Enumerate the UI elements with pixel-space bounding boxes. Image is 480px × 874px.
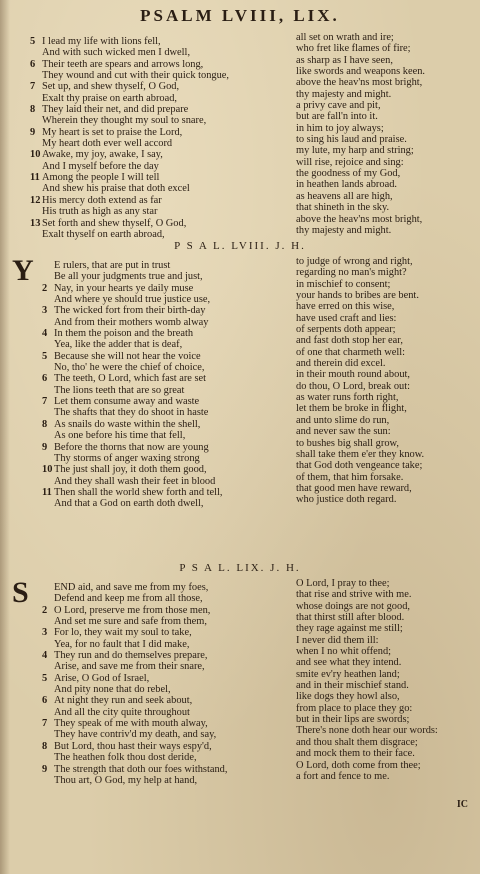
verse-continuation: shall take them e'er they know.	[296, 448, 425, 460]
verse-text: Exalt thyself on earth abroad,	[42, 228, 165, 240]
verse-text: My heart is set to praise the Lord,	[42, 126, 183, 138]
verse-line	[42, 283, 300, 294]
verse-line	[42, 271, 300, 282]
psalm58-right-column	[296, 256, 472, 506]
verse-number: 6	[42, 695, 48, 707]
verse-text: Their teeth are spears and arrows long,	[42, 58, 204, 70]
verse-text: The shafts that they do shoot in haste	[54, 407, 209, 419]
verse-continuation: above the heav'ns most bright,	[296, 77, 423, 89]
verse-text: Before the thorns that now are young	[54, 441, 209, 453]
verse-continuation: regarding no man's might?	[296, 267, 407, 279]
verse-line	[30, 81, 300, 92]
verse-line	[30, 93, 300, 104]
verse-line	[42, 605, 300, 616]
verse-text: My heart doth ever well accord	[42, 138, 173, 150]
verse-continuation: but in their lips are swords;	[296, 714, 410, 726]
verse-text: The just shall joy, it doth them good,	[54, 464, 207, 476]
verse-continuation: and therein did excel.	[296, 358, 386, 370]
verse-continuation: to bushes big shall grow,	[296, 437, 399, 449]
verse-text: They run and do themselves prepare,	[54, 650, 208, 662]
verse-continuation: in mischief to consent;	[296, 278, 391, 290]
verse-continuation: have used craft and lies:	[296, 312, 397, 324]
verse-number: 10	[42, 464, 53, 476]
verse-text: Set up, and shew thyself, O God,	[42, 81, 180, 93]
verse-text: They wound and cut with their quick tongue,	[42, 70, 229, 82]
verse-line	[30, 206, 300, 217]
verse-continuation: that shineth in the sky.	[296, 202, 390, 214]
psalm57-left-column	[30, 36, 300, 240]
verse-text: E rulers, that are put in trust	[54, 260, 171, 271]
verse-number: 11	[42, 486, 52, 498]
verse-number: 10	[30, 149, 41, 161]
verse-text: As one before his time that fell,	[54, 430, 186, 442]
verse-text: For lo, they wait my soul to take,	[54, 627, 192, 639]
verse-continuation: O Lord, I pray to thee;	[296, 578, 390, 589]
verse-number: 2	[42, 282, 48, 294]
verse-text: Arise, O God of Israel,	[54, 672, 150, 684]
verse-number: 7	[42, 396, 48, 408]
verse-line	[42, 407, 300, 418]
verse-text: Nay, in your hearts ye daily muse	[54, 282, 194, 294]
verse-line	[42, 442, 300, 453]
verse-line	[42, 582, 300, 593]
verse-continuation: but are fall'n into it.	[296, 111, 378, 123]
verse-continuation: I never did them ill:	[296, 634, 379, 646]
verse-continuation: to judge of wrong and right,	[296, 256, 413, 267]
verse-line	[42, 593, 300, 604]
verse-line	[42, 616, 300, 627]
verse-line	[42, 741, 300, 752]
verse-number: 7	[30, 81, 36, 93]
verse-number: 6	[42, 373, 48, 385]
verse-line	[42, 305, 300, 316]
verse-line	[30, 183, 300, 194]
verse-line	[30, 36, 300, 47]
verse-line	[42, 752, 300, 763]
verse-continuation: have erred on this wise,	[296, 301, 395, 313]
verse-line	[42, 396, 300, 407]
verse-continuation: and never saw the sun:	[296, 426, 391, 438]
verse-continuation: from place to place they go:	[296, 702, 413, 714]
verse-continuation: and in their mischief stand.	[296, 680, 409, 692]
verse-line	[30, 115, 300, 126]
verse-line	[42, 317, 300, 328]
verse-number: 7	[42, 718, 48, 730]
verse-continuation: your hands to bribes are bent.	[296, 290, 419, 302]
psalm59-title: P S A L. LIX. J. H.	[179, 562, 301, 574]
verse-continuation: in him to joy always;	[296, 122, 384, 134]
verse-line	[30, 149, 300, 160]
verse-continuation: and unto slime do run,	[296, 414, 390, 426]
verse-number: 2	[42, 604, 48, 616]
psalm58-left-column	[42, 260, 300, 510]
verse-text: In them the poison and the breath	[54, 328, 194, 340]
verse-number: 11	[30, 172, 40, 184]
verse-line	[30, 218, 300, 229]
verse-text: Thou art, O God, my help at hand,	[54, 774, 198, 786]
verse-continuation: a privy cave and pit,	[296, 100, 381, 112]
verse-text: And with such wicked men I dwell,	[42, 47, 191, 59]
verse-line	[30, 127, 300, 138]
verse-line	[42, 764, 300, 775]
verse-text: His truth as high as any star	[42, 206, 158, 218]
verse-text: Then shall the world shew forth and tell,	[54, 486, 223, 498]
verse-text: As snails do waste within the shell,	[54, 418, 201, 430]
verse-text: O Lord, preserve me from those men,	[54, 604, 211, 616]
verse-text: No, tho' he were the chief of choice,	[54, 362, 205, 374]
verse-line	[42, 476, 300, 487]
verse-continuation: of them, that him forsake.	[296, 471, 404, 483]
verse-text: At night they run and seek about,	[54, 695, 193, 707]
verse-line	[42, 498, 300, 509]
verse-line	[30, 47, 300, 58]
verse-line	[42, 729, 300, 740]
verse-text: The heathen folk thou dost deride,	[54, 752, 197, 764]
verse-line	[30, 172, 300, 183]
verse-text: Wherein they thought my soul to snare,	[42, 115, 207, 127]
verse-text: Among the people I will tell	[42, 172, 160, 184]
verse-line	[42, 707, 300, 718]
verse-continuation: that good men have reward,	[296, 482, 412, 494]
verse-line	[30, 104, 300, 115]
verse-text: The teeth, O Lord, which fast are set	[54, 373, 207, 385]
verse-line	[30, 59, 300, 70]
verse-line	[42, 627, 300, 638]
verse-text: Defend and keep me from all those,	[54, 593, 203, 605]
verse-number: 5	[42, 672, 48, 684]
verse-continuation: that thirst still after blood.	[296, 612, 405, 624]
verse-continuation: above the heav'ns most bright,	[296, 213, 423, 225]
verse-continuation: in their mouth round about,	[296, 369, 410, 381]
verse-line	[42, 650, 300, 661]
verse-number: 9	[30, 126, 36, 138]
verse-text: I lead my life with lions fell,	[42, 36, 161, 47]
verse-text: His mercy doth extend as far	[42, 194, 162, 206]
verse-continuation: thy majesty and might.	[296, 88, 392, 100]
verse-continuation: and thou shalt them disgrace;	[296, 736, 418, 748]
verse-continuation: to sing his laud and praise.	[296, 134, 407, 146]
verse-number: 13	[30, 217, 41, 229]
verse-continuation: like dogs they howl also,	[296, 691, 400, 703]
verse-text: Awake, my joy, awake, I say,	[42, 149, 163, 161]
verse-text: And where ye should true justice use,	[54, 294, 211, 306]
verse-line	[42, 362, 300, 373]
verse-continuation: when I no whit offend;	[296, 646, 392, 658]
verse-number: 6	[30, 58, 36, 70]
verse-text: And pity none that do rebel,	[54, 684, 171, 696]
verse-number: 8	[42, 418, 48, 430]
verse-line	[42, 718, 300, 729]
verse-continuation: as heavens all are high,	[296, 190, 393, 202]
verse-line	[30, 195, 300, 206]
verse-continuation: smite ev'ry heathen land;	[296, 668, 400, 680]
verse-continuation: all set on wrath and ire;	[296, 32, 394, 43]
verse-continuation: and see what they intend.	[296, 657, 402, 669]
verse-continuation: the goodness of my God,	[296, 168, 401, 180]
verse-line	[42, 775, 300, 786]
verse-continuation: and mock them to their face.	[296, 748, 415, 760]
psalm59-right-column	[296, 578, 472, 782]
verse-text: And all the city quite throughout	[54, 706, 190, 718]
verse-continuation: do thou, O Lord, break out:	[296, 380, 410, 392]
verse-continuation: There's none doth hear our words:	[296, 725, 438, 737]
verse-text: And they shall wash their feet in blood	[54, 475, 216, 487]
verse-line	[42, 639, 300, 650]
verse-line	[42, 684, 300, 695]
verse-text: But Lord, thou hast their ways espy'd,	[54, 740, 212, 752]
verse-number: 9	[42, 441, 48, 453]
verse-continuation: who justice doth regard.	[296, 494, 397, 506]
psalm57-right-column	[296, 32, 472, 236]
verse-text: Let them consume away and waste	[54, 396, 200, 408]
verse-line	[42, 430, 300, 441]
verse-line	[30, 229, 300, 240]
page-header: PSALM LVIII, LIX.	[140, 6, 340, 25]
verse-text: They speak of me with mouth alway,	[54, 718, 208, 730]
verse-line	[42, 294, 300, 305]
verse-number: 12	[30, 194, 41, 206]
verse-continuation: like swords and weapons keen.	[296, 66, 425, 78]
verse-text: And I myself before the day	[42, 160, 159, 172]
psalm59-dropcap: S	[12, 576, 29, 609]
verse-line	[42, 487, 300, 498]
psalm58-title: P S A L. LVIII. J. H.	[174, 240, 306, 252]
verse-text: Exalt thy praise on earth abroad,	[42, 92, 178, 104]
verse-text: And shew his praise that doth excel	[42, 183, 190, 195]
verse-text: Thy storms of anger waxing strong	[54, 452, 200, 464]
verse-number: 5	[30, 36, 36, 47]
page-gutter-shadow	[0, 0, 10, 874]
verse-line	[42, 695, 300, 706]
verse-line	[42, 385, 300, 396]
verse-line	[42, 328, 300, 339]
verse-line	[42, 351, 300, 362]
verse-continuation: in heathen lands abroad.	[296, 179, 397, 191]
verse-line	[42, 339, 300, 350]
verse-continuation: let them be broke in flight,	[296, 403, 407, 415]
verse-line	[30, 70, 300, 81]
verse-number: 3	[42, 305, 48, 317]
verse-text: And from their mothers womb alway	[54, 316, 209, 328]
verse-number: 4	[42, 328, 48, 340]
verse-continuation: who fret like flames of fire;	[296, 43, 411, 55]
verse-number: 5	[42, 350, 48, 362]
verse-line	[42, 260, 300, 271]
psalm59-left-column	[42, 582, 300, 786]
verse-line	[30, 161, 300, 172]
verse-number: 8	[42, 740, 48, 752]
verse-line	[42, 373, 300, 384]
verse-text: They laid their net, and did prepare	[42, 104, 189, 116]
verse-continuation: that God doth vengeance take;	[296, 460, 423, 472]
verse-text: Yea, for no fault that I did make,	[54, 638, 190, 650]
verse-continuation: will rise, rejoice and sing:	[296, 156, 404, 168]
verse-text: Set forth and shew thyself, O God,	[42, 217, 187, 229]
verse-continuation: O Lord, doth come from thee;	[296, 759, 421, 771]
verse-text: The lions teeth that are so great	[54, 384, 185, 396]
verse-text: Because she will not hear the voice	[54, 350, 201, 362]
verse-number: 8	[30, 104, 36, 116]
verse-line	[42, 661, 300, 672]
verse-text: They have contriv'd my death, and say,	[54, 729, 217, 741]
catchword: IC	[456, 799, 468, 810]
verse-text: Be all your judgments true and just,	[54, 271, 203, 283]
verse-continuation: that rise and strive with me.	[296, 589, 412, 601]
verse-continuation: as sharp as I have seen,	[296, 54, 393, 66]
verse-continuation: and fast doth stop her ear,	[296, 335, 403, 347]
verse-line	[30, 138, 300, 149]
verse-text: The strength that doth our foes withstand,	[54, 763, 228, 775]
verse-number: 3	[42, 627, 48, 639]
verse-text: END aid, and save me from my foes,	[54, 582, 209, 593]
verse-number: 4	[42, 650, 48, 662]
verse-continuation: of serpents doth appear;	[296, 324, 396, 336]
verse-continuation: of one that charmeth well:	[296, 346, 406, 358]
verse-line	[42, 464, 300, 475]
verse-continuation: they rage against me still;	[296, 623, 403, 635]
psalm58-dropcap: Y	[12, 254, 34, 287]
verse-continuation: as water runs forth right,	[296, 392, 399, 404]
verse-line	[42, 673, 300, 684]
verse-text: Yea, like the adder that is deaf,	[54, 339, 183, 351]
verse-continuation: my lute, my harp and string;	[296, 145, 414, 157]
verse-line	[42, 453, 300, 464]
verse-number: 9	[42, 763, 48, 775]
verse-text: And that a God on earth doth dwell,	[54, 498, 204, 510]
verse-line	[42, 419, 300, 430]
verse-text: Arise, and save me from their snare,	[54, 661, 205, 673]
verse-text: And set me sure and safe from them,	[54, 616, 207, 628]
verse-continuation: thy majesty and might.	[296, 224, 392, 236]
verse-continuation: whose doings are not good,	[296, 600, 410, 612]
verse-continuation: a fort and fence to me.	[296, 770, 390, 782]
verse-text: The wicked fort from their birth-day	[54, 305, 206, 317]
